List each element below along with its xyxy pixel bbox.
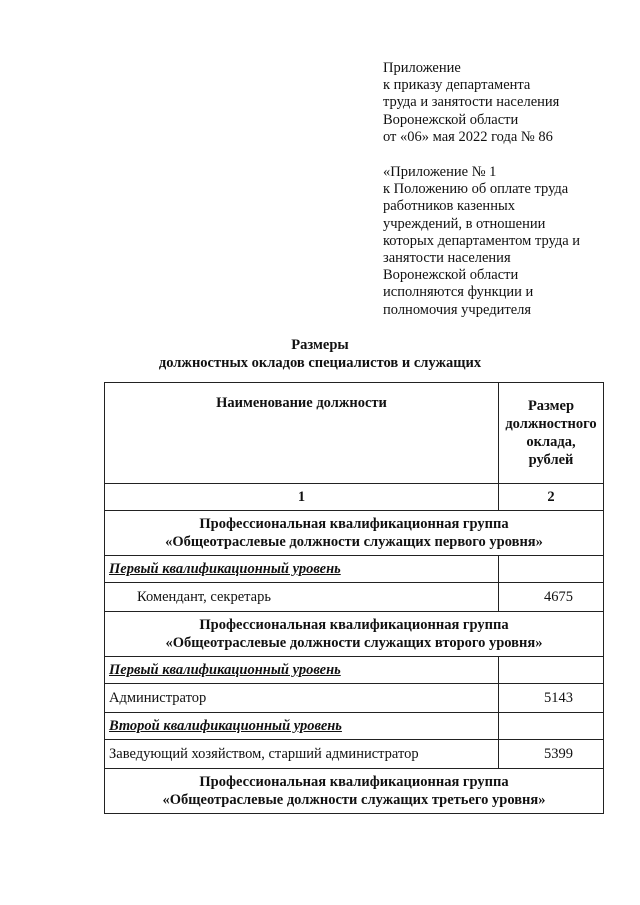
appendix-line: Воронежской области — [383, 111, 519, 128]
level-row — [105, 556, 604, 583]
appendix-line: Воронежской области — [383, 267, 519, 284]
appendix-line: работников казенных — [383, 198, 515, 215]
appendix-line: к приказу департамента — [383, 77, 531, 94]
group-line: Профессиональная квалификационная группа — [199, 516, 509, 532]
column-number-row — [105, 484, 604, 511]
header-size-line: оклада, — [526, 434, 576, 450]
salary-table — [104, 382, 604, 814]
header-position-name: Наименование должности — [105, 383, 499, 484]
appendix-line: труда и занятости населения — [383, 94, 560, 111]
group-row — [105, 612, 604, 657]
level-row — [105, 657, 604, 684]
level-row — [105, 713, 604, 740]
empty-cell — [499, 556, 604, 583]
column-number-2: 2 — [499, 484, 604, 511]
group-line: Профессиональная квалификационная группа — [199, 774, 509, 790]
group-row — [105, 769, 604, 814]
header-size-line: рублей — [528, 452, 574, 468]
appendix-line: учреждений, в отношении — [383, 215, 546, 232]
position-name: Комендант, секретарь — [105, 583, 499, 612]
group-line: «Общеотраслевые должности служащих первого уровня» — [165, 534, 543, 550]
appendix-block — [383, 60, 580, 319]
title-line: должностных окладов специалистов и служащих — [158, 355, 482, 371]
appendix-line: Приложение — [383, 60, 461, 76]
position-name: Администратор — [105, 684, 499, 713]
empty-cell — [499, 657, 604, 684]
salary-value: 5143 — [499, 684, 604, 713]
header-size-line: Размер — [527, 398, 575, 414]
appendix-line: «Приложение № 1 — [383, 164, 497, 181]
level-label: Первый квалификационный уровень — [105, 657, 499, 684]
header-size-line: должностного — [505, 416, 597, 432]
group-row — [105, 511, 604, 556]
group-heading — [105, 769, 604, 814]
column-number-1: 1 — [105, 484, 499, 511]
table-header-row — [105, 383, 604, 484]
position-name: Заведующий хозяйством, старший администратор — [105, 740, 499, 769]
level-label: Второй квалификационный уровень — [105, 713, 499, 740]
group-heading — [105, 511, 604, 556]
group-line: «Общеотраслевые должности служащих второго уровня» — [165, 635, 543, 651]
level-label: Первый квалификационный уровень — [105, 556, 499, 583]
group-heading — [105, 612, 604, 657]
title-line: Размеры — [291, 337, 349, 353]
empty-cell — [499, 713, 604, 740]
appendix-line: исполняются функции и — [383, 284, 534, 301]
table-row — [105, 583, 604, 612]
salary-value: 5399 — [499, 740, 604, 769]
appendix-line: к Положению об оплате труда — [383, 181, 569, 198]
header-salary-size — [499, 383, 604, 484]
spacer — [383, 146, 580, 164]
appendix-line: полномочия учредителя — [383, 301, 532, 318]
salary-value: 4675 — [499, 583, 604, 612]
table-row — [105, 740, 604, 769]
document-title — [0, 336, 640, 372]
group-line: Профессиональная квалификационная группа — [199, 617, 509, 633]
appendix-line: занятости населения — [383, 250, 511, 267]
appendix-line: которых департаментом труда и — [383, 232, 581, 249]
group-line: «Общеотраслевые должности служащих третьего уровня» — [162, 792, 546, 808]
appendix-line: от «06» мая 2022 года № 86 — [383, 128, 553, 145]
table-row — [105, 684, 604, 713]
